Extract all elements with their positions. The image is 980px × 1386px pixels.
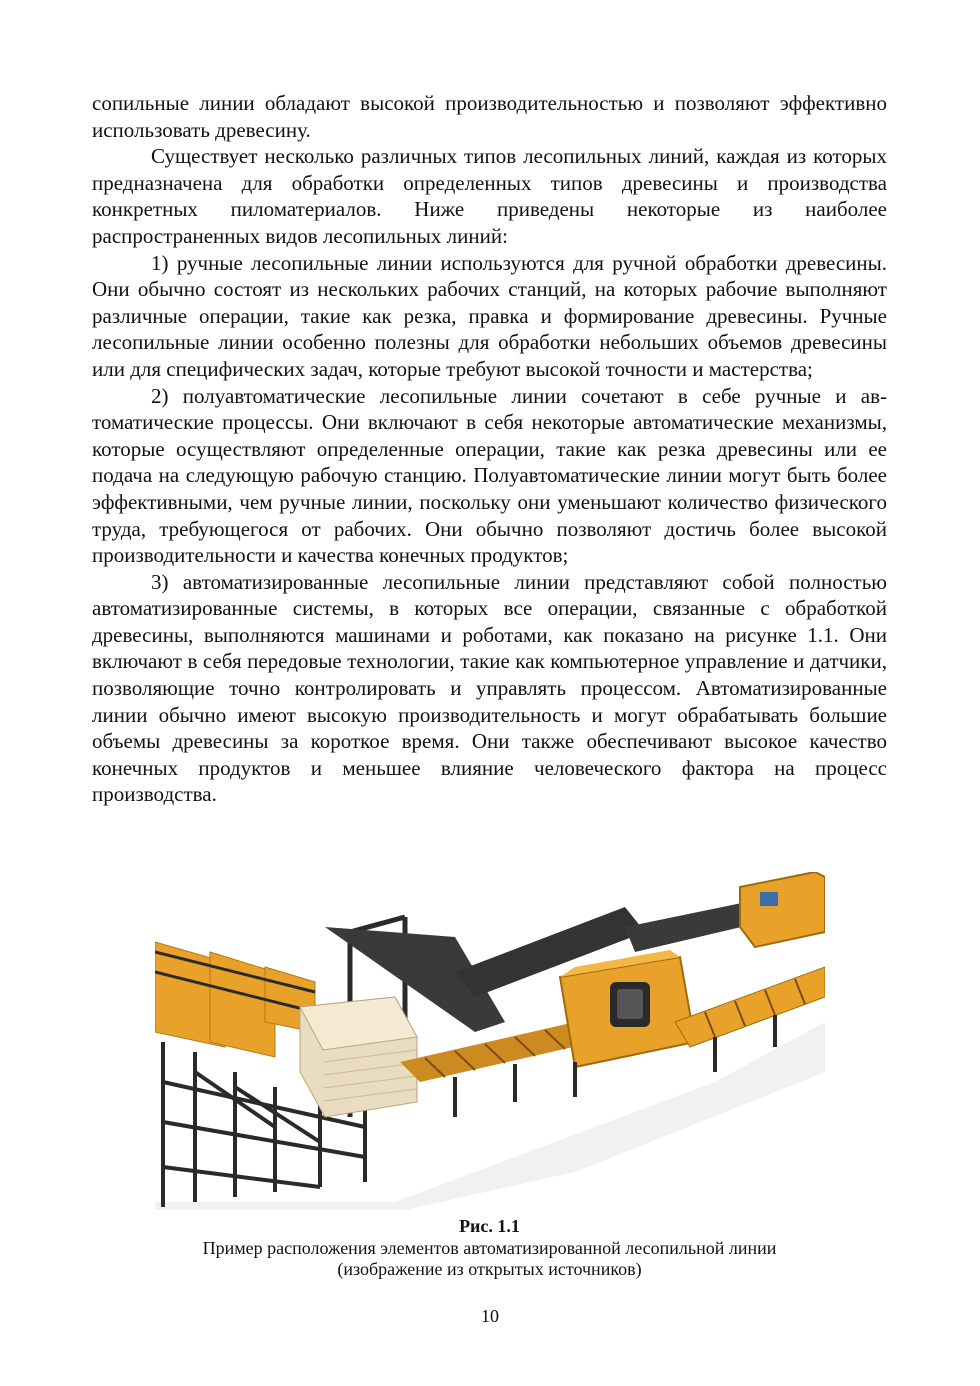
page-number: 10 [481,1306,499,1326]
figure-label: Рис. 1.1 [459,1216,520,1236]
paragraph-semiauto-lines: 2) полуавтоматические лесопильные линии сочетают в себе ручные и автоматические процессы. Они включают в себя некоторые автоматические механизмы, которые осуществляют определенные операции, такие как резка древесины или ее подача на следующую рабочую станцию. Полуавтоматические линии могут быть более эффективными, чем ручные линии, поскольку они уменьшают количество физического труда, требующегося от рабочих. Они обычно позволяют достичь более высокой производительности и качества конечных продуктов; [92,383,887,568]
paragraph-intro: Существует несколько различных типов лесопильных линий, каждая из которых предназначена для обработки определенных типов древесины и производства конкретных пиломатериалов. Ниже приведены некоторые из наиболее распространенных видов лесопильных линий: [92,144,887,248]
body-text [92,90,887,808]
sawmill-line-figure [155,872,825,1210]
paragraph-manual-lines: 1) ручные лесопильные линии используются для ручной обработки древесины. Они обычно состоят из нескольких рабочих станций, на которых рабочие выполняют различные операции, такие как резка, правка и формирование древесины. Ручные лесопильные линии особенно полезны для обработки небольших объемов древесины или для специфических задач, которые требуют высокой точности и мастерства; [92,250,887,381]
figure-caption-line-1: Пример расположения элементов автоматизированной лесопильной линии [202,1238,777,1258]
sawmill-line-illustration [155,872,825,1210]
figure-caption [92,1216,887,1280]
paragraph-continuation: сопильные линии обладают высокой производительностью и позволяют эффективно использовать древесину. [92,91,887,142]
figure-caption-line-2: (изображение из открытых источников) [337,1259,642,1279]
paragraph-auto-lines: 3) автоматизированные лесопильные линии представляют собой полностью автоматизированные системы, в которых все операции, связанные с обработкой древесины, выполняются машинами и роботами, как показано на рисунке 1.1. Они включают в себя передовые технологии, такие как компьютерное управление и датчики, позволяющие точно контролировать и управлять процессом. Автоматизированные линии обычно имеют высокую производительность и могут обрабатывать большие объемы древесины за короткое время. Они также обеспечивают высокое качество конечных продуктов и меньшее влияние человеческого фактора на процесс производства. [92,569,887,807]
